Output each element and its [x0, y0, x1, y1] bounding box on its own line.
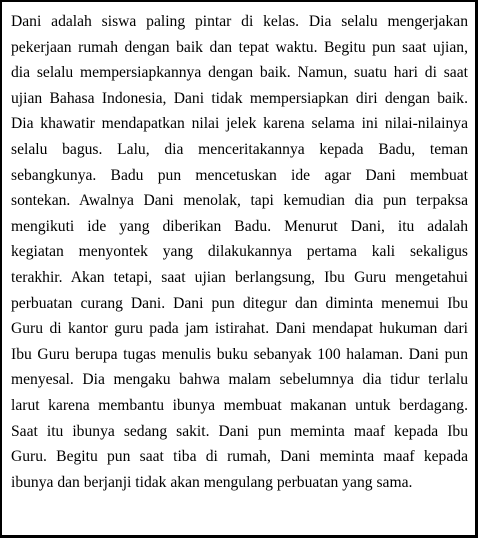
paragraph-line: mengikuti ide yang diberikan Badu. Menurut Dani, itu adalah [11, 217, 468, 235]
paragraph-line: terakhir. Akan tetapi, saat ujian berlangsung, Ibu Guru mengetahui [11, 268, 468, 286]
paragraph-line-last: ibunya dan berjanji tidak akan mengulang perbuatan yang sama. [11, 473, 413, 491]
paragraph-line: Dani adalah siswa paling pintar di kelas. Dia selalu mengerjakan [11, 13, 468, 30]
paragraph-line: Dia khawatir mendapatkan nilai jelek karena selama ini nilai-nilainya [11, 115, 468, 133]
paragraph-line: Guru di kantor guru pada jam istirahat. Dani mendapat hukuman dari [11, 320, 468, 338]
paragraph-line: Ibu Guru berupa tugas menulis buku sebanyak 100 halaman. Dani pun [11, 345, 468, 363]
paragraph-line: larut karena membantu ibunya membuat makanan untuk berdagang. [11, 396, 468, 414]
paragraph-line: perbuatan curang Dani. Dani pun ditegur dan diminta menemui Ibu [11, 294, 468, 312]
paragraph-line: pekerjaan rumah dengan baik dan tepat waktu. Begitu pun saat ujian, [11, 38, 468, 56]
paragraph-line: selalu bagus. Lalu, dia menceritakannya kepada Badu, teman [11, 140, 468, 158]
paragraph-line: sontekan. Awalnya Dani menolak, tapi kemudian dia pun terpaksa [11, 192, 468, 210]
paragraph-line: menyesal. Dia mengaku bahwa malam sebelumnya dia tidur terlalu [11, 371, 468, 389]
paragraph-line: ujian Bahasa Indonesia, Dani tidak mempersiapkan diri dengan baik. [11, 89, 468, 107]
paragraph-line: kegiatan menyontek yang dilakukannya pertama kali sekaligus [11, 243, 468, 261]
paragraph-line: Guru. Begitu pun saat tiba di rumah, Dani meminta maaf kepada [11, 448, 468, 466]
story-paragraph [11, 9, 468, 495]
paragraph-line: dia selalu mempersiapkannya dengan baik. Namun, suatu hari di saat [11, 64, 468, 82]
paragraph-line: sebangkunya. Badu pun mencetuskan ide agar Dani membuat [11, 166, 468, 184]
paragraph-line: Saat itu ibunya sedang sakit. Dani pun meminta maaf kepada Ibu [11, 422, 468, 440]
